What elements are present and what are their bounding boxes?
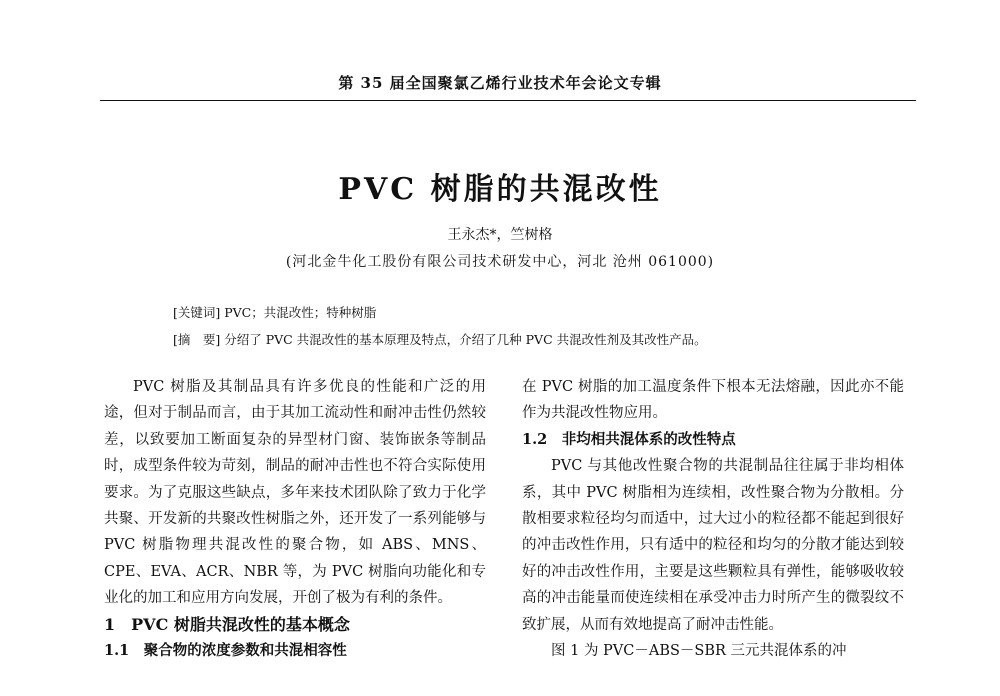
- subsection-heading: 1.1 聚合物的浓度参数和共混相容性: [104, 642, 347, 660]
- paper-title: PVC 树脂的共混改性: [338, 172, 662, 207]
- body-paragraph: PVC 树脂及其制品具有许多优良的性能和广泛的用途，但对于制品而言，由于其加工流动性和耐冲击性仍然较差，以致要加工断面复杂的异型材门窗、装饰嵌条等制品时，成型条件较为苛刻，制品的耐冲击性也不符合实际使用要求。为了克服这些缺点，多年来技术团队除了致力于化学共聚、开发新的共聚改性树脂之外，还开发了一系列能够与 PVC 树脂物理共混改性的聚合物，如 ABS、MNS、CPE、EVA、ACR、NBR 等，为 PVC 树脂向功能化和专业化的加工和应用方向发展，开创了极为有利的条件。: [104, 379, 486, 607]
- right-column: [522, 374, 904, 664]
- subsection-heading: 1.2 非均相共混体系的改性特点: [522, 430, 736, 448]
- header-rule: [100, 100, 916, 101]
- authors: 王永杰*，竺树格: [447, 227, 553, 243]
- body-paragraph: PVC 与其他改性聚合物的共混制品往往属于非均相体系，其中 PVC 树脂相为连续相，改性聚合物为分散相。分散相要求粒径均匀而适中，过大过小的粒径都不能起到很好的冲击改性作用，只有适中的粒径和均匀的分散才能达到较好的冲击改性作用，主要是这些颗粒具有弹性，能够吸收较高的冲击能量而使连续相在承受冲击力时所产生的微裂纹不致扩展，从而有效地提高了耐冲击性能。: [522, 458, 904, 633]
- keywords: [关键词] PVC；共混改性；特种树脂: [173, 305, 377, 320]
- section-heading: 1 PVC 树脂共混改性的基本概念: [104, 614, 350, 634]
- abstract: [摘 要] 分绍了 PVC 共混改性的基本原理及特点，介绍了几种 PVC 共混改性剂及其改性产品。: [173, 332, 707, 347]
- body-paragraph: 在 PVC 树脂的加工温度条件下根本无法熔融，因此亦不能作为共混改性物应用。: [522, 379, 904, 422]
- body-paragraph: 图 1 为 PVC－ABS－SBR 三元共混体系的冲: [551, 643, 847, 660]
- running-head: 第 35 届全国聚氯乙烯行业技术年会论文专辑: [338, 74, 662, 92]
- affiliation: (河北金牛化工股份有限公司技术研发中心，河北 沧州 061000): [285, 254, 715, 270]
- left-column: [104, 374, 486, 664]
